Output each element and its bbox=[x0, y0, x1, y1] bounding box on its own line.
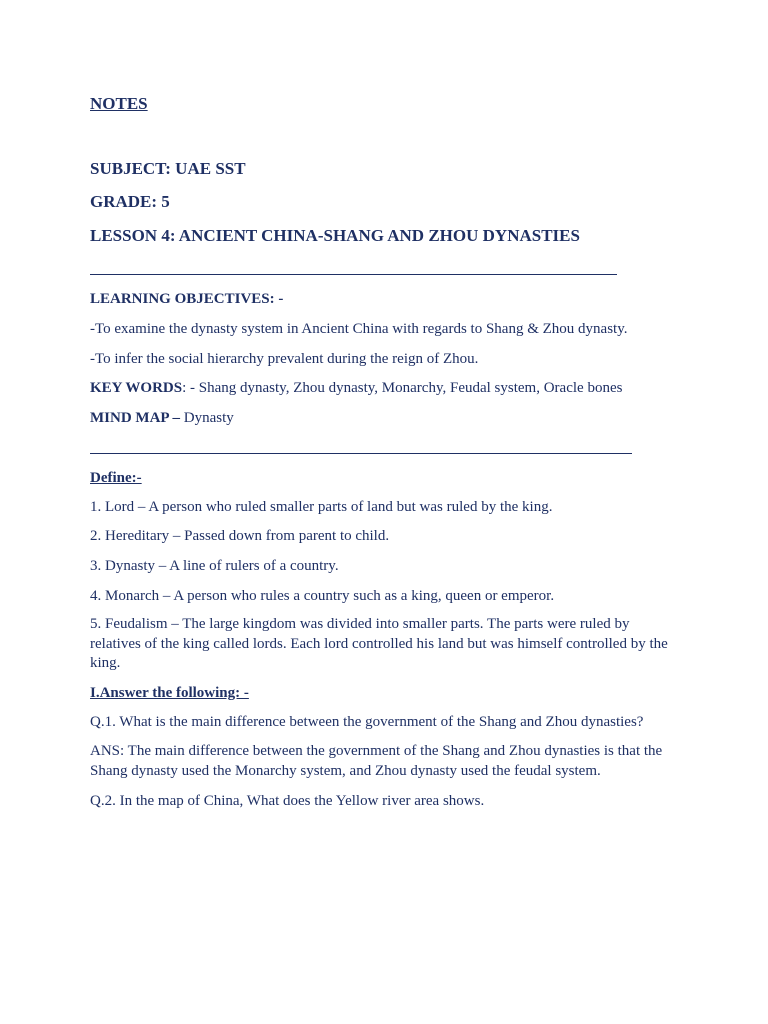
keywords-line bbox=[90, 378, 622, 398]
objectives-heading: LEARNING OBJECTIVES: - bbox=[90, 291, 284, 307]
objective-item-2: -To infer the social hierarchy prevalent during the reign of Zhou. bbox=[90, 351, 479, 367]
keywords-label: KEY WORDS bbox=[90, 380, 183, 396]
subject-line: SUBJECT: UAE SST bbox=[90, 159, 246, 178]
mindmap-text: Dynasty bbox=[180, 410, 234, 426]
define-item-hereditary: 2. Hereditary – Passed down from parent to child. bbox=[90, 528, 390, 544]
grade-line: GRADE: 5 bbox=[90, 192, 170, 211]
document-page bbox=[90, 0, 680, 1024]
keywords-text: : - Shang dynasty, Zhou dynasty, Monarchy, Feudal system, Oracle bones bbox=[182, 380, 623, 396]
define-item-lord: 1. Lord – A person who ruled smaller parts of land but was ruled by the king. bbox=[90, 499, 553, 515]
define-item-feudalism: 5. Feudalism – The large kingdom was divided into smaller parts. The parts were ruled by relatives of the king called lords. Each lord controlled his land but was himself controlled by the king. bbox=[90, 616, 668, 671]
divider-middle bbox=[90, 453, 632, 454]
answer-1: ANS: The main difference between the government of the Shang and Zhou dynasties is that the Shang dynasty used the Monarchy system, and Zhou dynasty used the feudal system. bbox=[90, 743, 663, 779]
notes-heading: NOTES bbox=[90, 94, 148, 113]
divider-top bbox=[90, 274, 617, 275]
lesson-title: LESSON 4: ANCIENT CHINA-SHANG AND ZHOU DYNASTIES bbox=[90, 226, 580, 245]
answers-heading: I.Answer the following: - bbox=[90, 685, 249, 701]
mindmap-line bbox=[90, 408, 234, 428]
question-2: Q.2. In the map of China, What does the Yellow river area shows. bbox=[90, 793, 485, 809]
objective-item-1: -To examine the dynasty system in Ancient China with regards to Shang & Zhou dynasty. bbox=[90, 321, 628, 337]
question-1: Q.1. What is the main difference between the government of the Shang and Zhou dynasties? bbox=[90, 714, 644, 730]
mindmap-label: MIND MAP – bbox=[90, 410, 180, 426]
define-item-dynasty: 3. Dynasty – A line of rulers of a country. bbox=[90, 558, 339, 574]
define-item-monarch: 4. Monarch – A person who rules a country such as a king, queen or emperor. bbox=[90, 588, 555, 604]
define-heading: Define:- bbox=[90, 470, 142, 486]
